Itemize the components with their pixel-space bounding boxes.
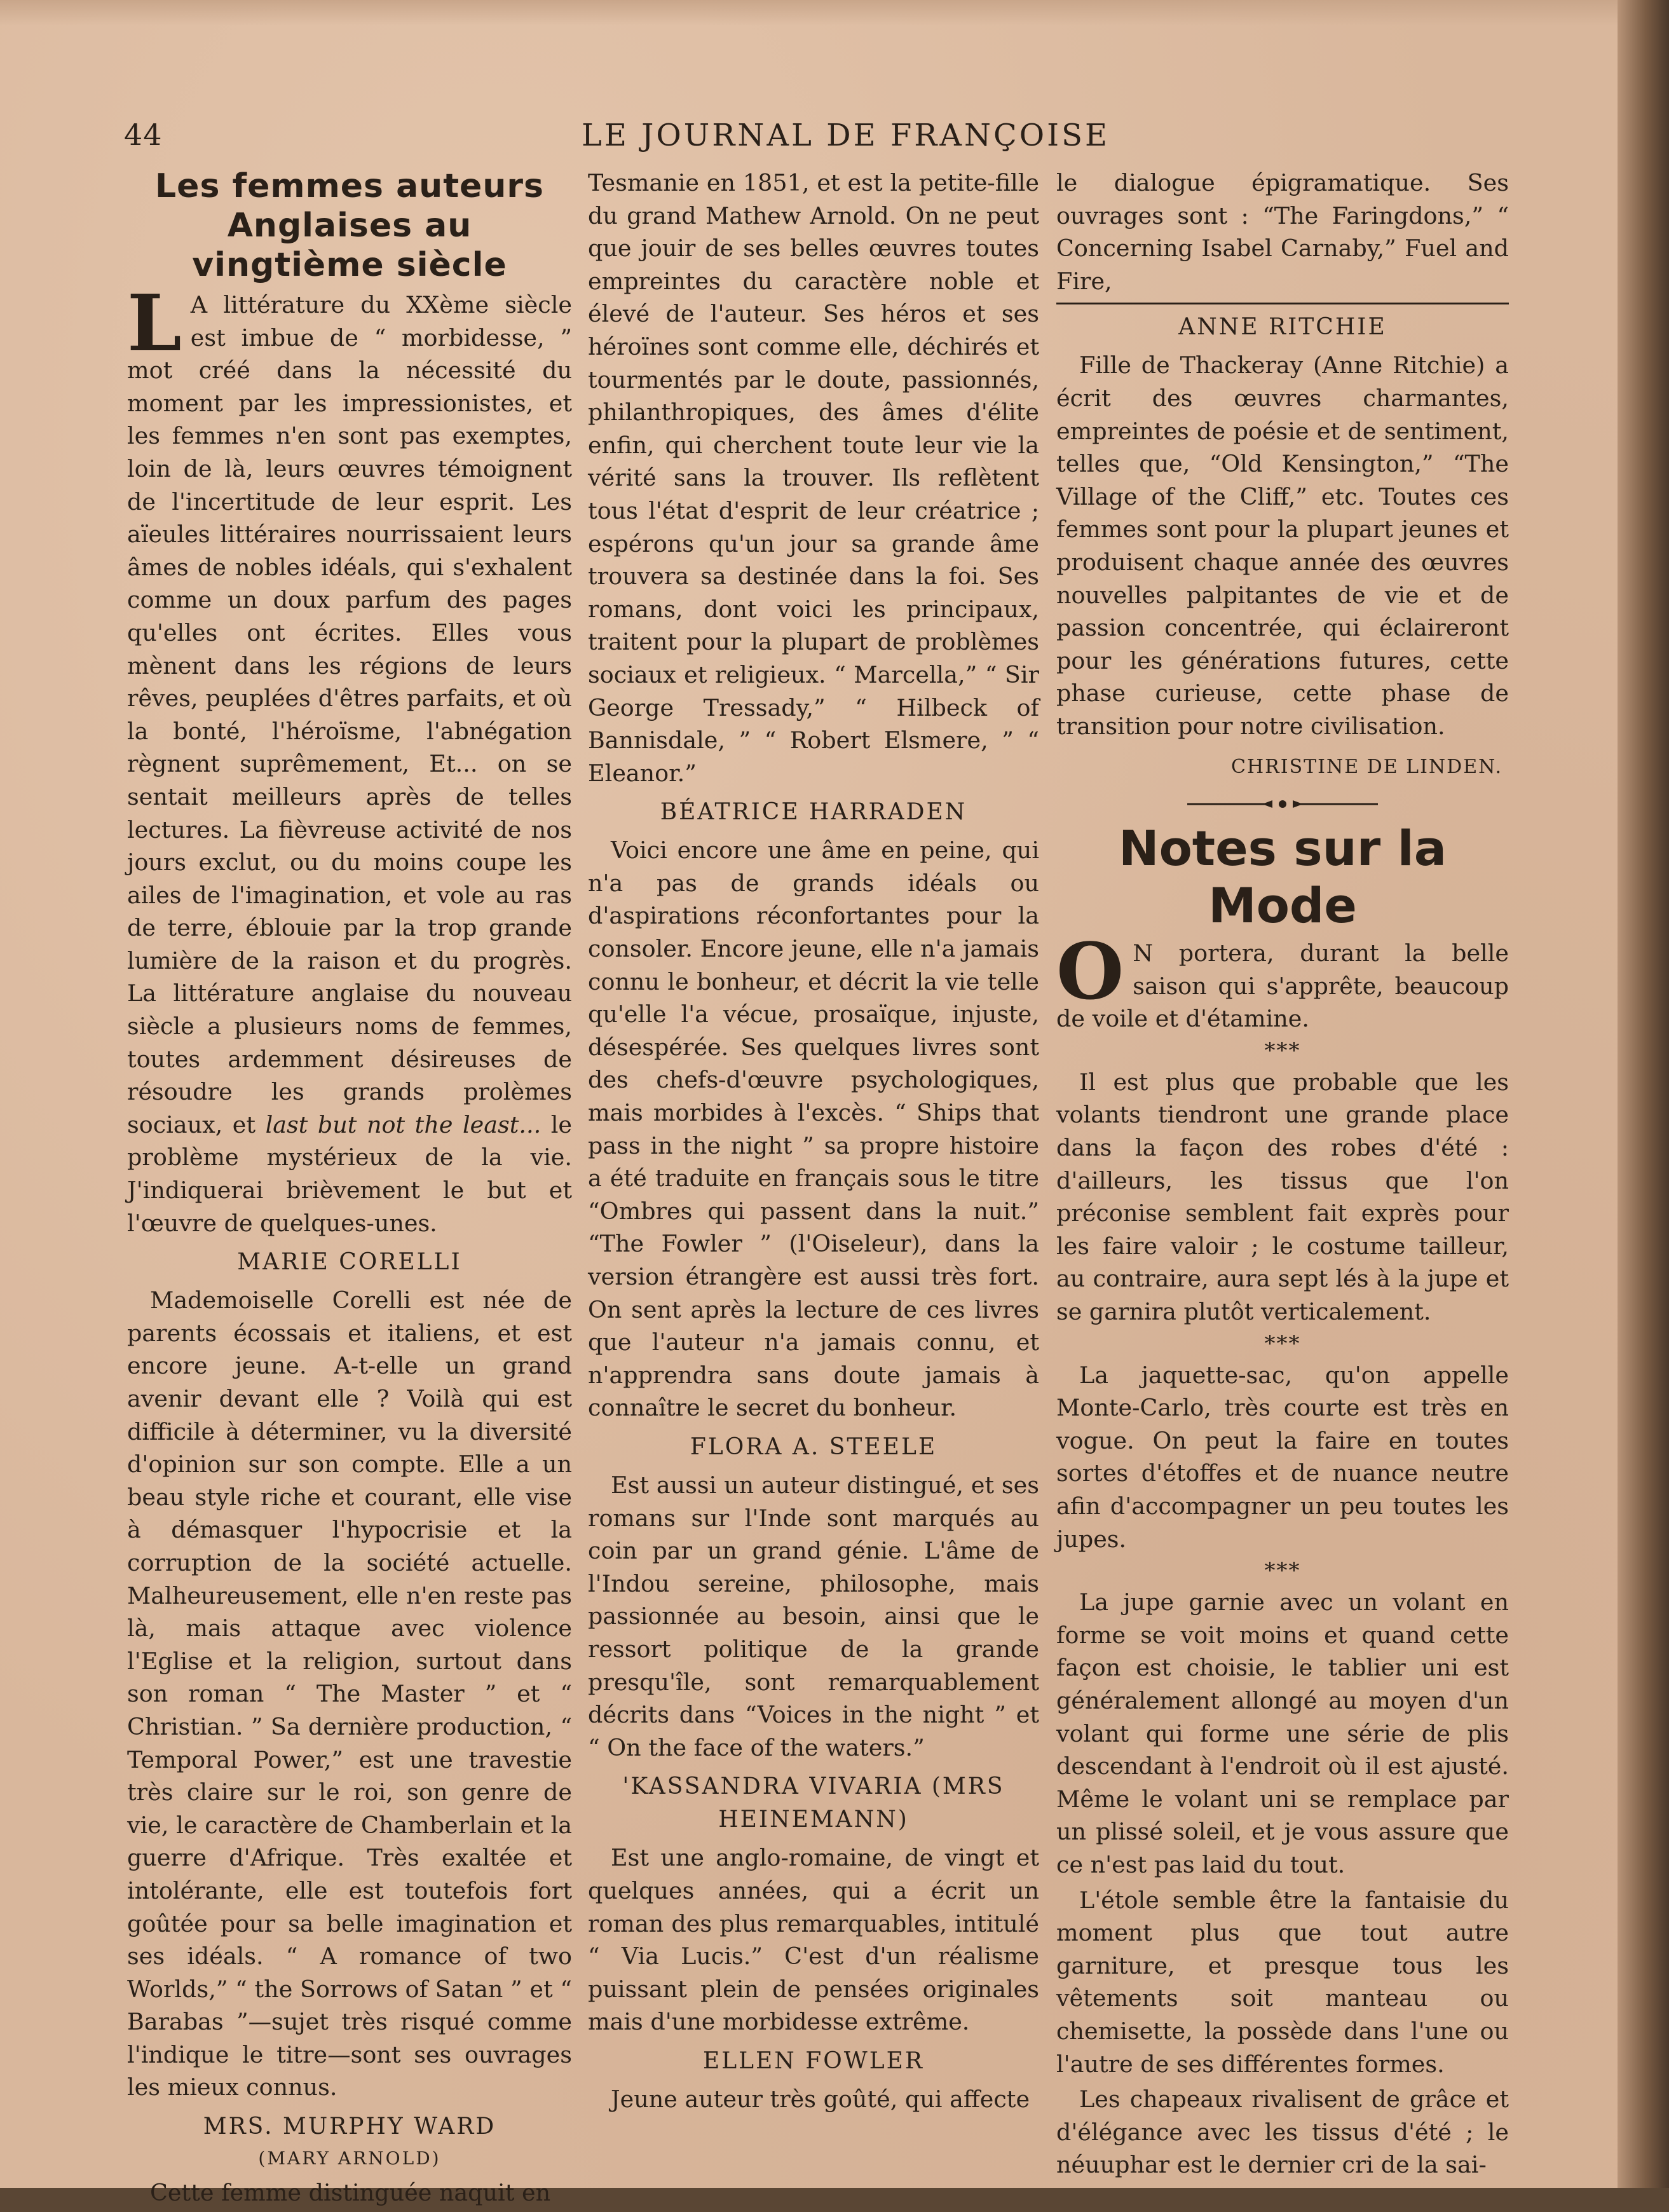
intro-paragraph [127, 277, 572, 1239]
section-head-harraden: BÉATRICE HARRADEN [660, 799, 967, 826]
column-2 [588, 167, 1039, 2118]
dropcap-o: O [1056, 925, 1124, 1018]
mode-paragraph-1 [1056, 925, 1509, 1035]
steele-paragraph: Est aussi un auteur distingué, et ses romans sur l'Inde sont marqués au coin par un grand génie. L'âme de l'Indou sereine, philosophe, mais passionnée au besoin, ainsi que le ressort politique de la grande presqu'île, sont remarquablement décrits dans “Voices in the night ” et “ On the face of the waters.” [588, 1471, 1039, 1761]
section-head-corelli: MARIE CORELLI [237, 1249, 462, 1276]
asterism-1: *** [1264, 1037, 1301, 1063]
top-edge [0, 0, 1646, 25]
mode-paragraph-5: L'étole semble être la fantaisie du moment plus que tout autre garniture, et presque tous les vêtements soit manteau ou chemisette, la possède dans l'une ou l'autre de ses différentes formes. [1056, 1886, 1509, 2078]
mode-paragraph-2: Il est plus que probable que les volants tiendront une grande place dans la façon des robes d'été : d'ailleurs, les tissus que l'on préconise semblent fait exprès pour les faire valoir ; le costume tailleur, au contraire, aura sept lés à la jupe et se garnira plutôt verticalement. [1056, 1068, 1509, 1326]
intro-text-end: le problème mystérieux de la vie. J'indiquerai brièvement le but et l'œuvre de quelques-unes. [127, 1110, 572, 1237]
section-head-vivaria: 'KASSANDRA VIVARIA (MRS HEINEMANN) [622, 1773, 1005, 1833]
fowler-paragraph-start: Jeune auteur très goûté, qui affecte [611, 2085, 1030, 2113]
corelli-paragraph: Mademoiselle Corelli est née de parents écossais et italiens, et est encore jeune. A-t-elle un grand avenir devant elle ? Voilà qui est difficile à déterminer, vu la diversité d'opinion sur son compte. Elle a un beau style riche et courant, elle vise à démasquer l'hypocrisie et la corruption de la société actuelle. Malheureusement, elle n'en reste pas là, mais attaque avec violence l'Eglise et la religion, surtout dans son roman “ The Master ” et “ Christian. ” Sa dernière production, “ Temporal Power,” est une travestie très claire sur le roi, son genre de vie, le caractère de Chamberlain et la guerre d'Afrique. Très exaltée et intolérante, elle est toutefois fort goûtée pour sa belle imagination et ses idéals. “ A romance of two Worlds,” “ the Sorrows of Satan ” et “ Barabas ”—sujet très risqué comme l'indique le titre—sont ses ouvrages les mieux connus. [127, 1287, 572, 2101]
article-title: Les femmes auteurs Anglaises au vingtième siècle [155, 167, 544, 284]
author-signature: CHRISTINE DE LINDEN. [1231, 755, 1502, 778]
section-head-steele: FLORA A. STEELE [690, 1433, 937, 1460]
running-head [124, 118, 1516, 156]
section-head-ward: MRS. MURPHY WARD [203, 2113, 496, 2140]
asterism-2: *** [1264, 1330, 1301, 1356]
asterism-3: *** [1264, 1558, 1301, 1584]
journal-title: LE JOURNAL DE FRANÇOISE [582, 118, 1110, 153]
section-rule [1056, 303, 1509, 304]
harraden-paragraph: Voici encore une âme en peine, qui n'a pas de grands idéals ou d'aspirations réconfortantes pour la consoler. Encore jeune, elle n'a jamais connu le bonheur, et décrit la vie telle qu'elle l'a vécue, prosaïque, injuste, désespérée. Ses quelques livres sont des chefs-d'œuvre psychologiques, mais morbides à l'excès. “ Ships that pass in the night ” sa propre histoire a été traduite en français sous le titre “Ombres qui passent dans la nuit.” “The Fowler ” (l'Oiseleur), dans la version étrangère est aussi très fort. On sent après la lecture de ces livres que l'auteur n'a jamais connu, et n'apprendra sans doute jamais à connaître le secret du bonheur. [588, 836, 1039, 1422]
ward-paragraph-cont: Tesmanie en 1851, et est la petite-fille du grand Mathew Arnold. On ne peut que jouir de ses belles œuvres toutes empreintes du caractère noble et élevé de l'auteur. Ses héros et ses héroïnes sont comme elle, déchirés et tourmentés par le doute, passionnés, philanthropiques, des âmes d'élite enfin, qui cherchent toute leur vie la vérité sans la trouver. Ils reflètent tous l'état d'esprit de leur créatrice ; espérons qu'un jour sa grande âme trouvera sa destinée dans la foi. Ses romans, dont voici les principaux, traitent pour la plupart de problèmes sociaux et religieux. “ Marcella,” “ Sir George Tressady,” “ Hilbeck of Bannisdale, ” “ Robert Elsmere, ” “ Eleanor.” [588, 169, 1039, 787]
fowler-paragraph-cont: le dialogue épigramatique. Ses ouvrages sont : “The Faringdons,” “ Concerning Isabel Carnaby,” Fuel and Fire, [1056, 169, 1509, 295]
section-head-ritchie: ANNE RITCHIE [1178, 314, 1387, 341]
mode-paragraph-6: Les chapeaux rivalisent de grâce et d'élégance avec les tissus d'été ; le néuuphar est le dernier cri de la sai- [1056, 2086, 1509, 2179]
dropcap-l: L [127, 277, 182, 369]
mode-title: Notes sur la Mode [1118, 820, 1447, 934]
page-number: 44 [124, 118, 163, 152]
page-binding-edge [1618, 0, 1669, 2188]
intro-paragraph-wrap [127, 277, 572, 1239]
mode-paragraph-1-text: N portera, durant la belle saison qui s'apprête, beaucoup de voile et d'étamine. [1056, 939, 1509, 1033]
section-head-fowler: ELLEN FOWLER [702, 2047, 925, 2074]
ornament-divider [1187, 795, 1378, 814]
ritchie-paragraph: Fille de Thackeray (Anne Ritchie) a écrit des œuvres charmantes, empreintes de poésie et de sentiment, telles que, “Old Kensington,” “The Village of the Cliff,” etc. Toutes ces femmes sont pour la plupart jeunes et produisent chaque année des œuvres nouvelles palpitantes de vie et de passion concentrée, qui éclaireront pour les générations futures, cette phase curieuse, cette phase de transition pour notre civilisation. [1056, 352, 1509, 740]
section-subhead-ward: (MARY ARNOLD) [258, 2148, 441, 2169]
intro-italic: last but not the least... [265, 1110, 542, 1138]
vivaria-paragraph: Est une anglo-romaine, de vingt et quelques années, qui a écrit un roman des plus remarquables, intitulé “ Via Lucis.” C'est d'un réalisme puissant plein de pensées originales mais d'une morbidesse extrême. [588, 1844, 1039, 2036]
mode-paragraph-3: La jaquette-sac, qu'on appelle Monte-Carlo, très courte est très en vogue. On peut la faire en toutes sortes d'étoffes et de nuance neutre afin d'accompagner un peu toutes les jupes. [1056, 1361, 1509, 1553]
column-1 [127, 167, 572, 2212]
ward-paragraph-start: Cette femme distinguée naquit en [150, 2179, 551, 2207]
mode-paragraph-4: La jupe garnie avec un volant en forme se voit moins et quand cette façon est choisie, le tablier uni est généralement allongé au moyen d'un volant qui forme une série de plis descendant à l'endroit où il est ajusté. Même le volant uni se remplace par un plissé soleil, et je vous assure que ce n'est pas laid du tout. [1056, 1588, 1509, 1878]
column-3 [1056, 167, 1509, 2184]
intro-text: A littérature du XXème siècle est imbue de “ morbidesse, ” mot créé dans la nécessité du moment par les impressionistes, et les femmes n'en sont pas exemptes, loin de là, leurs œuvres témoignent de l'incertitude de leur esprit. Les aïeules littéraires nourrissaient leurs âmes de nobles idéals, qui s'exhalent comme un doux parfum des pages qu'elles ont écrites. Elles vous mènent dans les régions de leurs rêves, peuplées d'êtres parfaits, et où la bonté, l'héroïsme, l'abnégation règnent suprêmement, Et... on se sentait meilleurs après de telles lectures. La fièvreuse activité de nos jours exclut, ou du moins coupe les ailes de l'imagination, et vole au ras de terre, éblouie par la trop grande lumière de la raison et du progrès. La littérature anglaise du nouveau siècle a plusieurs noms de femmes, toutes ardemment désireuses de résoudre les grands prolèmes sociaux, et [127, 291, 572, 1138]
